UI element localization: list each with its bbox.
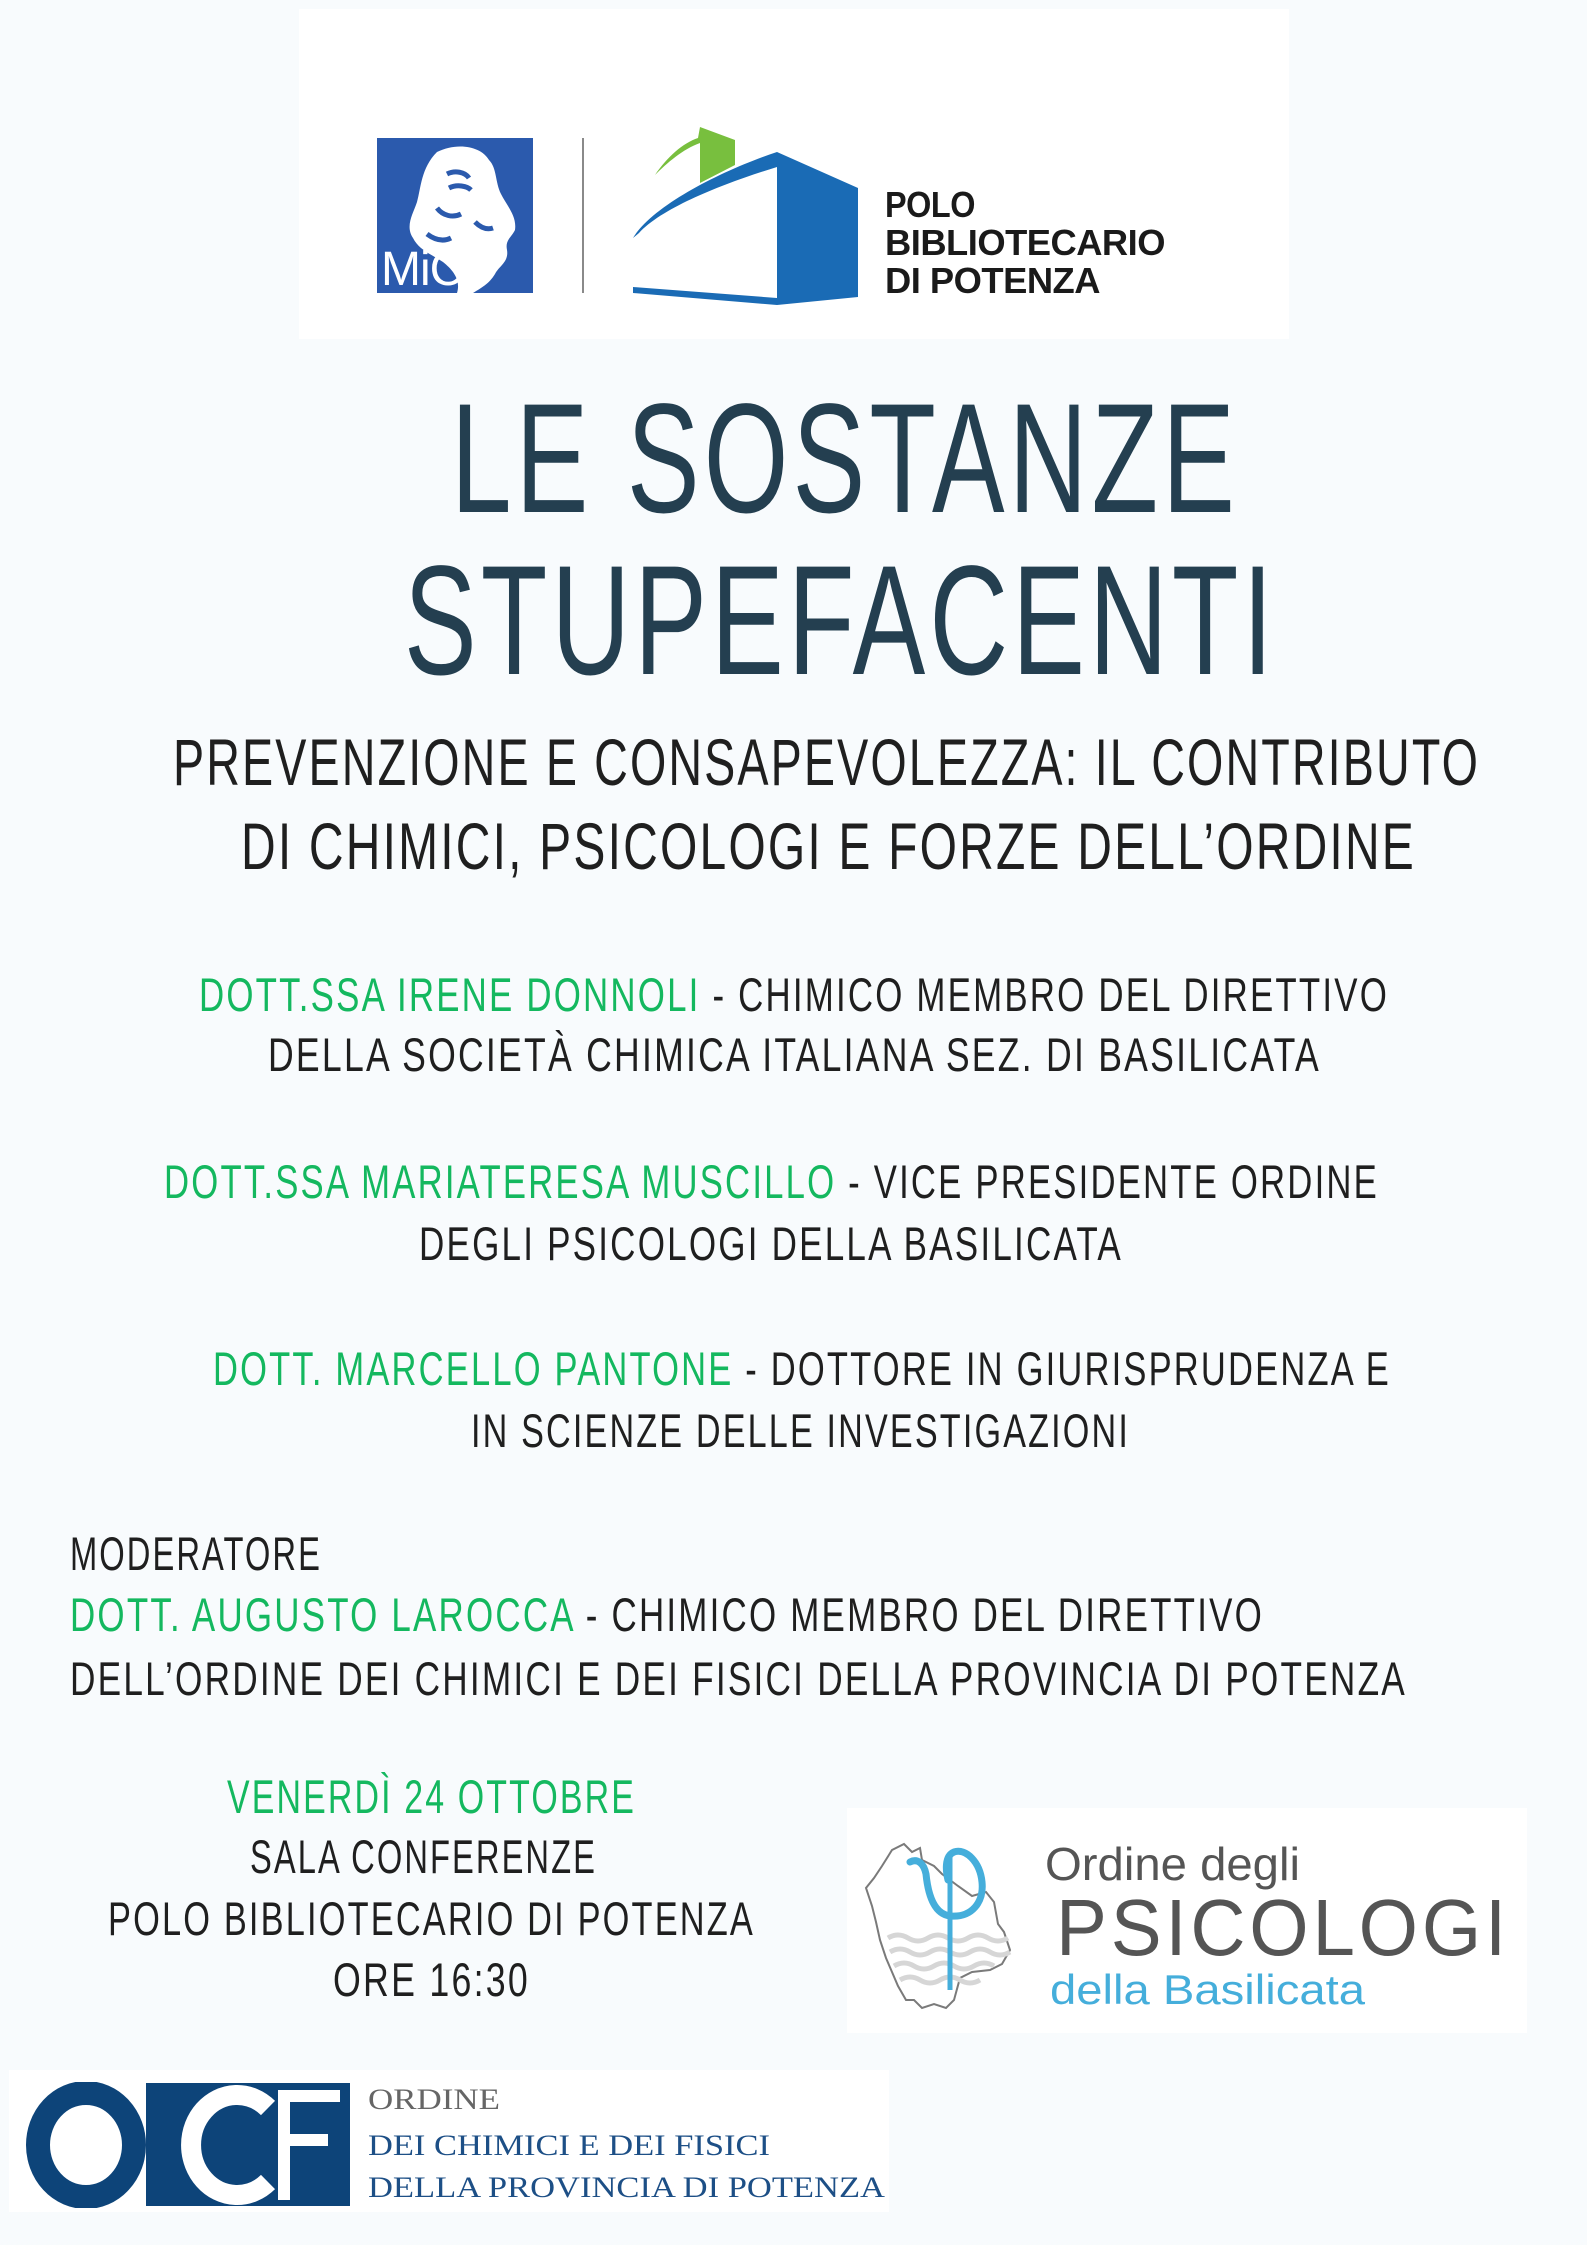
speaker-3-role: DOTTORE IN GIURISPRUDENZA E: [770, 1343, 1391, 1396]
polo-logo-line-3: DI POTENZA: [885, 260, 1100, 301]
speaker-2-role: VICE PRESIDENTE ORDINE: [873, 1156, 1379, 1209]
page-title-line-1: LE SOSTANZE: [451, 372, 1239, 546]
event-venue: SALA CONFERENZE: [250, 1831, 597, 1884]
subtitle-line-2: DI CHIMICI, PSICOLOGI E FORZE DELL’ORDINE: [241, 809, 1416, 883]
speaker-1-separator: -: [700, 969, 739, 1022]
speaker-2-separator: -: [836, 1156, 874, 1209]
moderator-heading: MODERATORE: [70, 1528, 322, 1581]
basilicata-psi-icon: [862, 1840, 1024, 2012]
speaker-2-line-1: [164, 1156, 1379, 1209]
polo-logo-line-2: BIBLIOTECARIO: [885, 222, 1165, 263]
speaker-3-separator: -: [733, 1343, 771, 1396]
speaker-1-line-1: [199, 969, 1389, 1022]
psicologi-line-1: Ordine degli: [1045, 1838, 1300, 1890]
polo-logo-line-1: POLO: [885, 184, 975, 225]
moderator-line-2: DELL’ORDINE DEI CHIMICI E DEI FISICI DELLA PROVINCIA DI POTENZA: [70, 1653, 1407, 1706]
speaker-3-name: DOTT. MARCELLO PANTONE: [213, 1343, 734, 1396]
psicologi-line-2: PSICOLOGI: [1056, 1883, 1510, 1972]
moderator-separator: -: [573, 1589, 612, 1642]
ocf-line-3: DELLA PROVINCIA DI POTENZA: [368, 2171, 885, 2204]
moderator-role: CHIMICO MEMBRO DEL DIRETTIVO: [611, 1589, 1264, 1642]
ocf-mark-icon: [26, 2082, 352, 2208]
speaker-2-name: DOTT.SSA MARIATERESA MUSCILLO: [164, 1156, 837, 1209]
speaker-1-line-2: DELLA SOCIETÀ CHIMICA ITALIANA SEZ. DI BASILICATA: [268, 1029, 1321, 1082]
event-date: VENERDÌ 24 OTTOBRE: [227, 1771, 636, 1824]
event-location: POLO BIBLIOTECARIO DI POTENZA: [108, 1893, 755, 1946]
page-title-line-2: STUPEFACENTI: [404, 534, 1277, 708]
ocf-line-2: DEI CHIMICI E DEI FISICI: [368, 2129, 770, 2162]
speaker-1-role: CHIMICO MEMBRO DEL DIRETTIVO: [738, 969, 1389, 1022]
ocf-line-1: ORDINE: [368, 2083, 500, 2116]
psicologi-line-3: della Basilicata: [1050, 1966, 1365, 2013]
mic-logo: [377, 138, 533, 293]
moderator-name: DOTT. AUGUSTO LAROCCA: [70, 1589, 574, 1642]
library-building-icon: [633, 125, 859, 307]
mic-label: MiC: [381, 243, 464, 293]
speaker-1-name: DOTT.SSA IRENE DONNOLI: [199, 969, 701, 1022]
speaker-3-line-2: IN SCIENZE DELLE INVESTIGAZIONI: [471, 1405, 1130, 1458]
event-time: ORE 16:30: [333, 1954, 530, 2007]
subtitle-line-1: PREVENZIONE E CONSAPEVOLEZZA: IL CONTRIBUTO: [173, 725, 1480, 799]
speaker-2-line-2: DEGLI PSICOLOGI DELLA BASILICATA: [419, 1218, 1123, 1271]
speaker-3-line-1: [213, 1343, 1391, 1396]
logo-divider: [582, 138, 584, 293]
moderator-line-1: [70, 1589, 1264, 1642]
